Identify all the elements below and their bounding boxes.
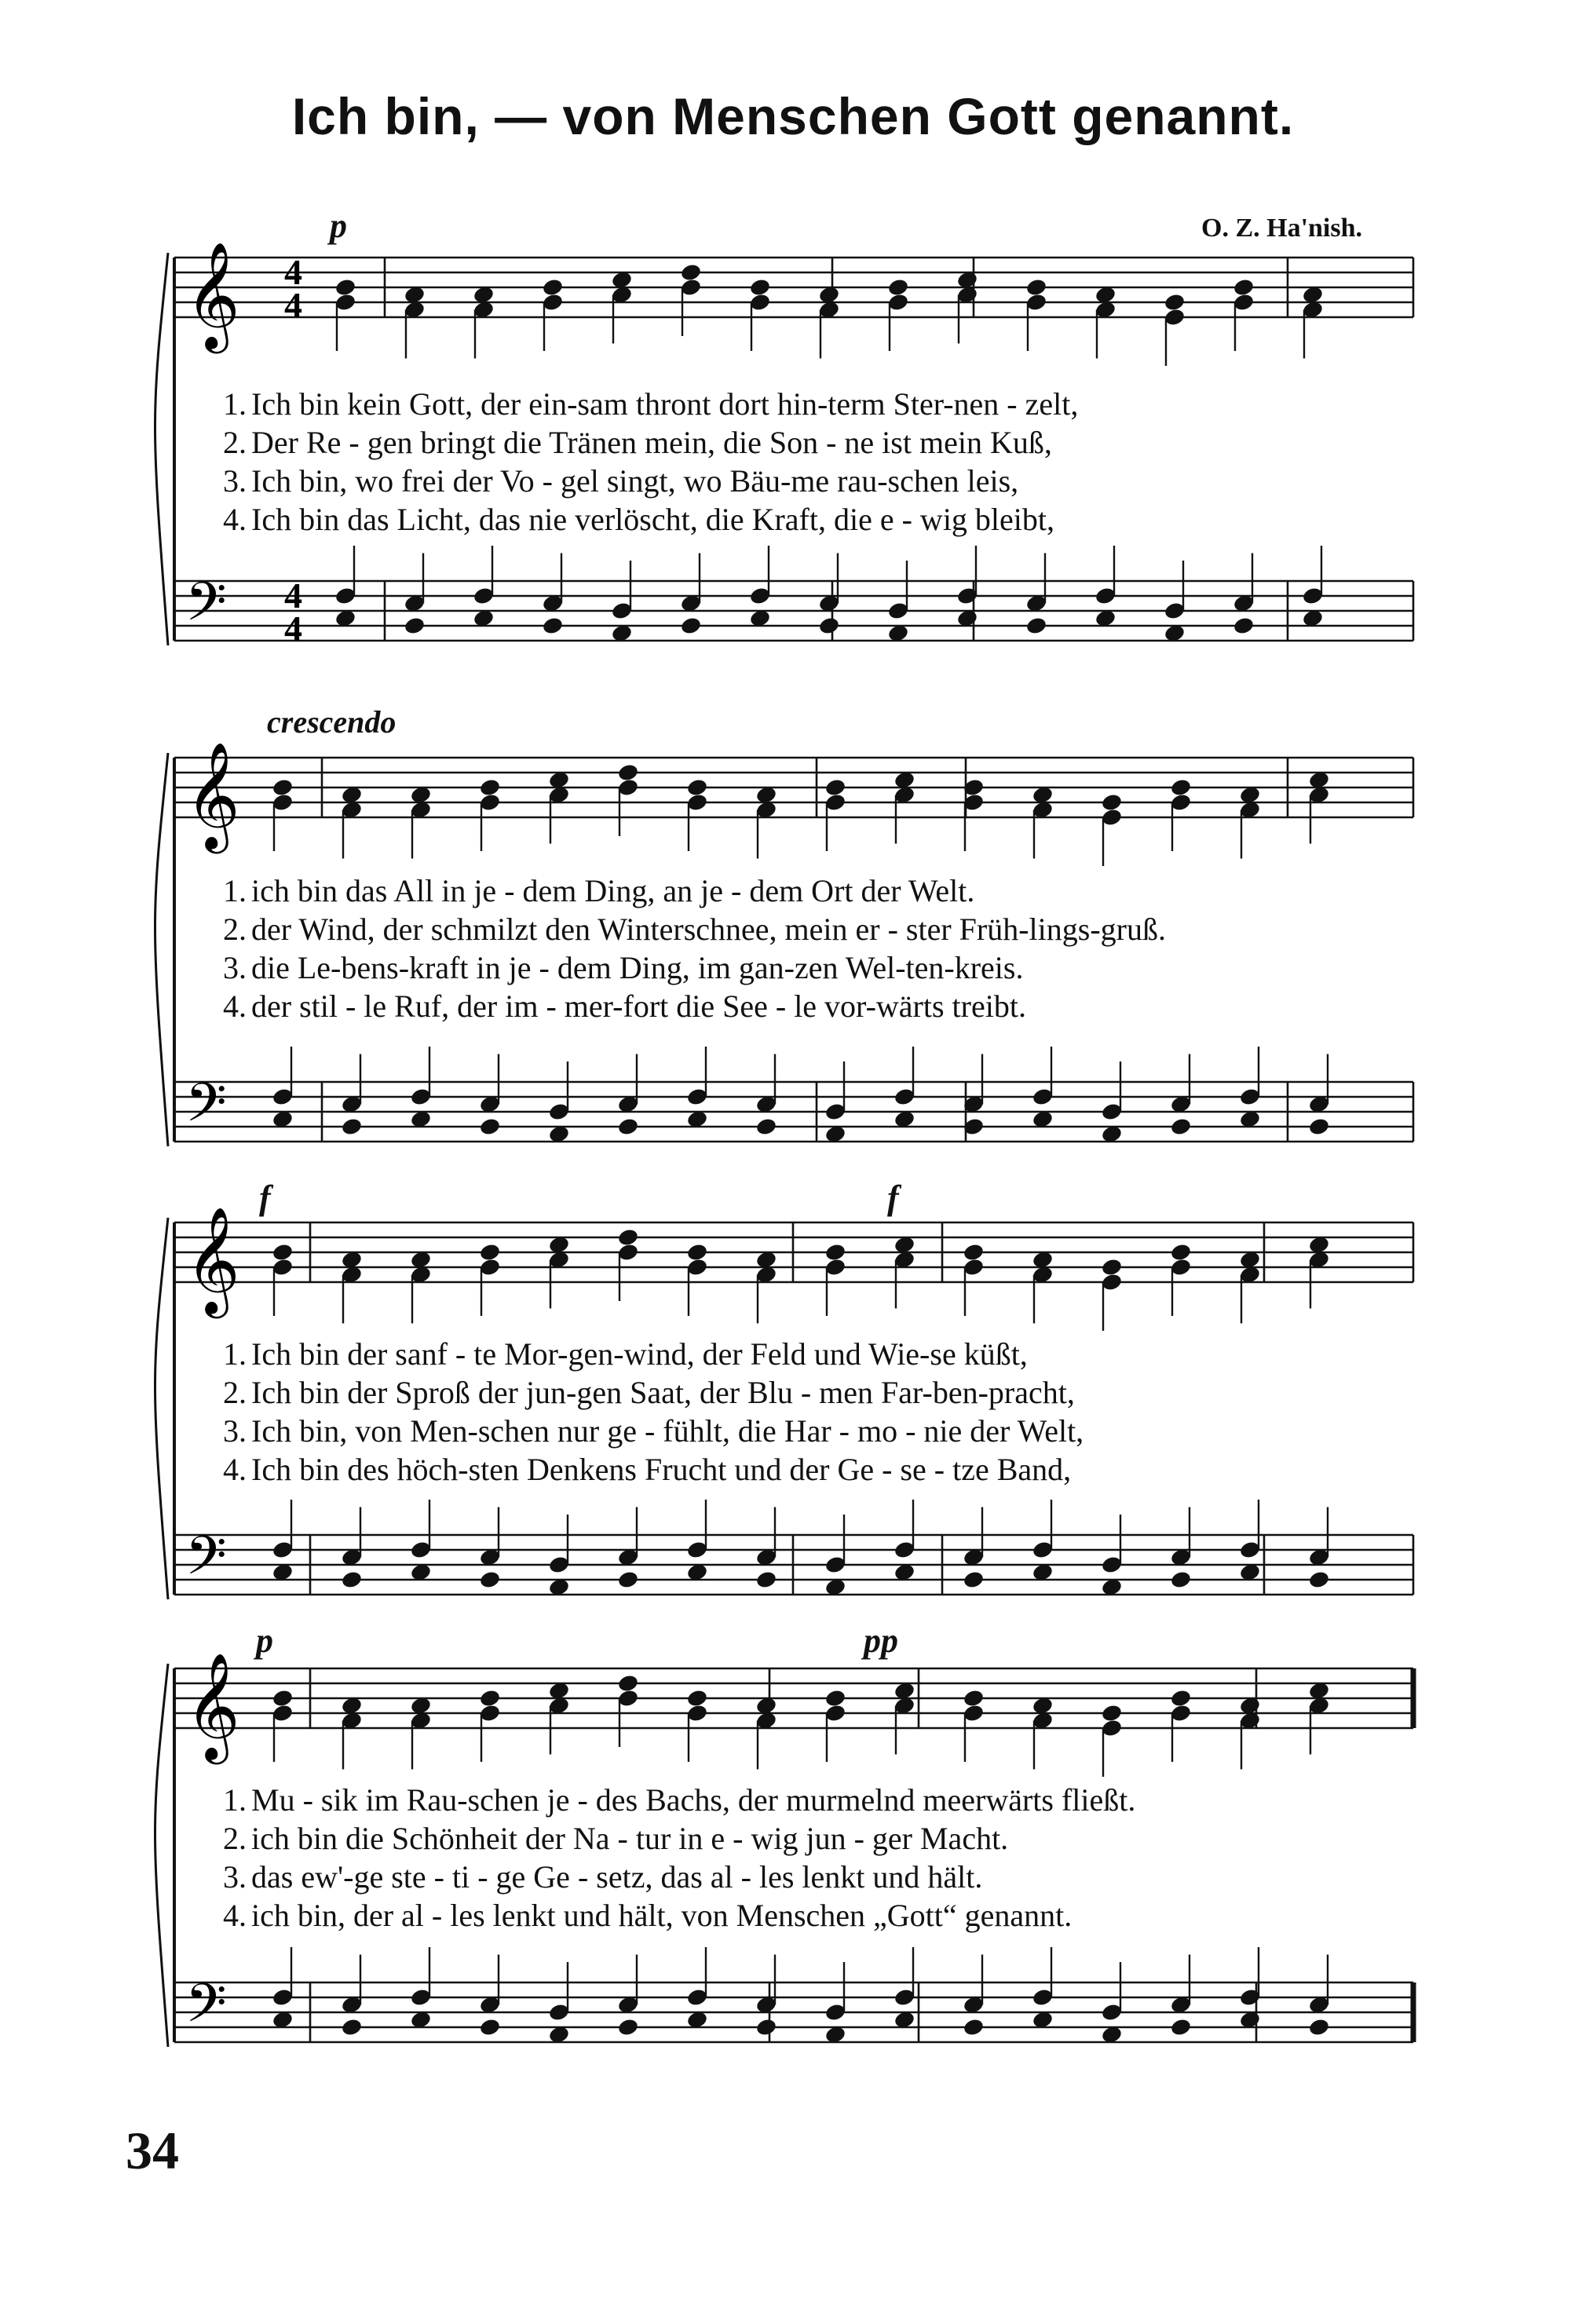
notehead-icon xyxy=(963,1688,985,1708)
verse-text: Ich bin der Sproß der jun-gen Saat, der Blu - men Far-ben-pracht, xyxy=(251,1375,1075,1410)
bass-clef-icon: 𝄢 xyxy=(185,1072,227,1147)
notehead-icon xyxy=(334,277,357,297)
treble-clef-icon: 𝄞 xyxy=(185,740,240,849)
notehead-icon xyxy=(479,2017,502,2037)
notehead-icon xyxy=(1233,616,1255,635)
brace-icon xyxy=(155,253,169,645)
notehead-icon xyxy=(824,1242,847,1262)
bass-clef-icon: 𝄢 xyxy=(185,572,227,646)
verse-line xyxy=(223,385,1429,423)
verse-text: Ich bin der sanf - te Mor-gen-wind, der Feld und Wie-se küßt, xyxy=(251,1336,1028,1372)
verse-line xyxy=(223,1373,1429,1412)
notehead-icon xyxy=(617,1227,640,1247)
notehead-icon xyxy=(341,1116,364,1136)
notehead-icon xyxy=(1025,277,1048,297)
verse-line xyxy=(223,462,1429,500)
notehead-icon xyxy=(1170,1688,1193,1708)
verse-number: 3. xyxy=(223,1413,247,1449)
verse-number: 1. xyxy=(223,873,247,908)
verse-number: 2. xyxy=(223,1821,247,1856)
notehead-icon xyxy=(680,262,703,282)
notehead-icon xyxy=(1233,277,1255,297)
verse-line xyxy=(223,1819,1429,1858)
notehead-icon xyxy=(818,616,841,635)
notehead-icon xyxy=(1101,1257,1124,1277)
notehead-icon xyxy=(617,762,640,782)
verse-line xyxy=(223,500,1429,539)
notehead-icon xyxy=(963,1242,985,1262)
verse-number: 2. xyxy=(223,425,247,460)
time-signature-icon: 4 xyxy=(284,285,302,325)
notehead-icon xyxy=(617,1569,640,1589)
verse-text: Ich bin des höch-sten Denkens Frucht und der Ge - se - tze Band, xyxy=(251,1452,1072,1487)
notehead-icon xyxy=(341,1569,364,1589)
verse-text: die Le-bens-kraft in je - dem Ding, im gan-zen Wel-ten-kreis. xyxy=(251,950,1024,985)
verse-line xyxy=(223,987,1429,1025)
notehead-icon xyxy=(479,1116,502,1136)
verse-line xyxy=(223,872,1429,910)
verse-text: Der Re - gen bringt die Tränen mein, die Son - ne ist mein Kuß, xyxy=(251,425,1052,460)
brace-icon xyxy=(155,1664,169,2047)
song-title: Ich bin, — von Menschen Gott genannt. xyxy=(291,87,1295,145)
notehead-icon xyxy=(479,777,502,797)
dynamic-mark-system-3: f xyxy=(259,1178,271,1217)
verse-number: 4. xyxy=(223,1452,247,1487)
notehead-icon xyxy=(272,1242,294,1262)
verse-text: ich bin, der al - les lenkt und hält, von Menschen „Gott“ genannt. xyxy=(251,1898,1073,1933)
verse-number: 4. xyxy=(223,988,247,1024)
notehead-icon xyxy=(824,1688,847,1708)
notehead-icon xyxy=(1101,792,1124,812)
notehead-icon xyxy=(272,777,294,797)
notehead-icon xyxy=(680,616,703,635)
notehead-icon xyxy=(341,2017,364,2037)
notehead-icon xyxy=(755,1116,778,1136)
notehead-icon xyxy=(542,277,565,297)
bass-clef-icon: 𝄢 xyxy=(185,1973,227,2048)
dynamic-mark-system-4-b: pp xyxy=(864,1621,898,1660)
verse-text: ich bin das All in je - dem Ding, an je - dem Ort der Welt. xyxy=(251,873,975,908)
lyrics-system-4 xyxy=(223,1781,1429,1935)
verse-line xyxy=(223,1412,1429,1450)
verse-line xyxy=(223,1858,1429,1896)
notehead-icon xyxy=(1170,2017,1193,2037)
verse-line xyxy=(223,1896,1429,1935)
notehead-icon xyxy=(1164,292,1186,312)
composer-credit: O. Z. Ha'nish. xyxy=(1201,214,1363,243)
notehead-icon xyxy=(686,1242,709,1262)
verse-text: Ich bin, von Men-schen nur ge - fühlt, die Har - mo - nie der Welt, xyxy=(251,1413,1084,1449)
notehead-icon xyxy=(1308,2017,1331,2037)
verse-number: 3. xyxy=(223,463,247,499)
dynamic-mark-system-3-b: f xyxy=(887,1178,899,1217)
verse-number: 2. xyxy=(223,912,247,947)
notehead-icon xyxy=(963,2017,985,2037)
notehead-icon xyxy=(824,777,847,797)
notehead-icon xyxy=(686,777,709,797)
verse-text: der stil - le Ruf, der im - mer-fort die See - le vor-wärts treibt. xyxy=(251,988,1026,1024)
verse-number: 1. xyxy=(223,386,247,422)
dynamic-mark-system-4: p xyxy=(256,1621,273,1660)
notehead-icon xyxy=(963,1569,985,1589)
verse-line xyxy=(223,1335,1429,1373)
treble-clef-icon: 𝄞 xyxy=(185,1205,240,1314)
brace-icon xyxy=(155,753,169,1146)
notehead-icon xyxy=(755,2017,778,2037)
notehead-icon xyxy=(749,277,772,297)
verse-line xyxy=(223,948,1429,987)
brace-icon xyxy=(155,1218,169,1599)
lyrics-system-2 xyxy=(223,872,1429,1025)
verse-number: 3. xyxy=(223,1859,247,1895)
verse-text: Mu - sik im Rau-schen je - des Bachs, der murmelnd meerwärts fließt. xyxy=(251,1782,1136,1818)
bass-clef-icon: 𝄢 xyxy=(185,1526,227,1600)
notehead-icon xyxy=(1308,1116,1331,1136)
notehead-icon xyxy=(1170,1569,1193,1589)
notehead-icon xyxy=(1170,777,1193,797)
notehead-icon xyxy=(617,1116,640,1136)
notehead-icon xyxy=(617,2017,640,2037)
notehead-icon xyxy=(1170,1116,1193,1136)
notehead-icon xyxy=(542,616,565,635)
notehead-icon xyxy=(479,1688,502,1708)
verse-text: Ich bin kein Gott, der ein-sam thront dort hin-term Ster-nen - zelt, xyxy=(251,386,1079,422)
notehead-icon xyxy=(686,1688,709,1708)
notehead-icon xyxy=(272,1688,294,1708)
treble-clef-icon: 𝄞 xyxy=(185,1651,240,1759)
verse-line xyxy=(223,423,1429,462)
verse-text: ich bin die Schönheit der Na - tur in e - wig jun - ger Macht. xyxy=(251,1821,1009,1856)
notehead-icon xyxy=(479,1242,502,1262)
verse-line xyxy=(223,910,1429,948)
notehead-icon xyxy=(887,277,910,297)
page-number: 34 xyxy=(126,2121,179,2180)
notehead-icon xyxy=(1308,1569,1331,1589)
treble-clef-icon: 𝄞 xyxy=(185,240,240,349)
notehead-icon xyxy=(1170,1242,1193,1262)
notehead-icon xyxy=(404,616,426,635)
notehead-icon xyxy=(1101,1703,1124,1723)
verse-line xyxy=(223,1781,1429,1819)
verse-number: 1. xyxy=(223,1336,247,1372)
dynamic-mark-system-1: p xyxy=(330,206,347,245)
verse-line xyxy=(223,1450,1429,1489)
verse-number: 2. xyxy=(223,1375,247,1410)
verse-text: das ew'-ge ste - ti - ge Ge - setz, das al - les lenkt und hält. xyxy=(251,1859,983,1895)
verse-number: 1. xyxy=(223,1782,247,1818)
verse-text: Ich bin, wo frei der Vo - gel singt, wo Bäu-me rau-schen leis, xyxy=(251,463,1019,499)
verse-text: der Wind, der schmilzt den Winterschnee, mein er - ster Früh-lings-gruß. xyxy=(251,912,1166,947)
notehead-icon xyxy=(479,1569,502,1589)
notehead-icon xyxy=(755,1569,778,1589)
lyrics-system-3 xyxy=(223,1335,1429,1489)
time-signature-icon: 4 xyxy=(284,576,302,616)
verse-number: 4. xyxy=(223,1898,247,1933)
lyrics-system-1 xyxy=(223,385,1429,539)
dynamic-mark-system-2: crescendo xyxy=(267,704,396,740)
verse-number: 3. xyxy=(223,950,247,985)
notehead-icon xyxy=(1025,616,1048,635)
verse-number: 4. xyxy=(223,502,247,537)
notehead-icon xyxy=(617,1673,640,1693)
time-signature-icon: 4 xyxy=(284,252,302,292)
time-signature-icon: 4 xyxy=(284,608,302,649)
verse-text: Ich bin das Licht, das nie verlöscht, die Kraft, die e - wig bleibt, xyxy=(251,502,1055,537)
